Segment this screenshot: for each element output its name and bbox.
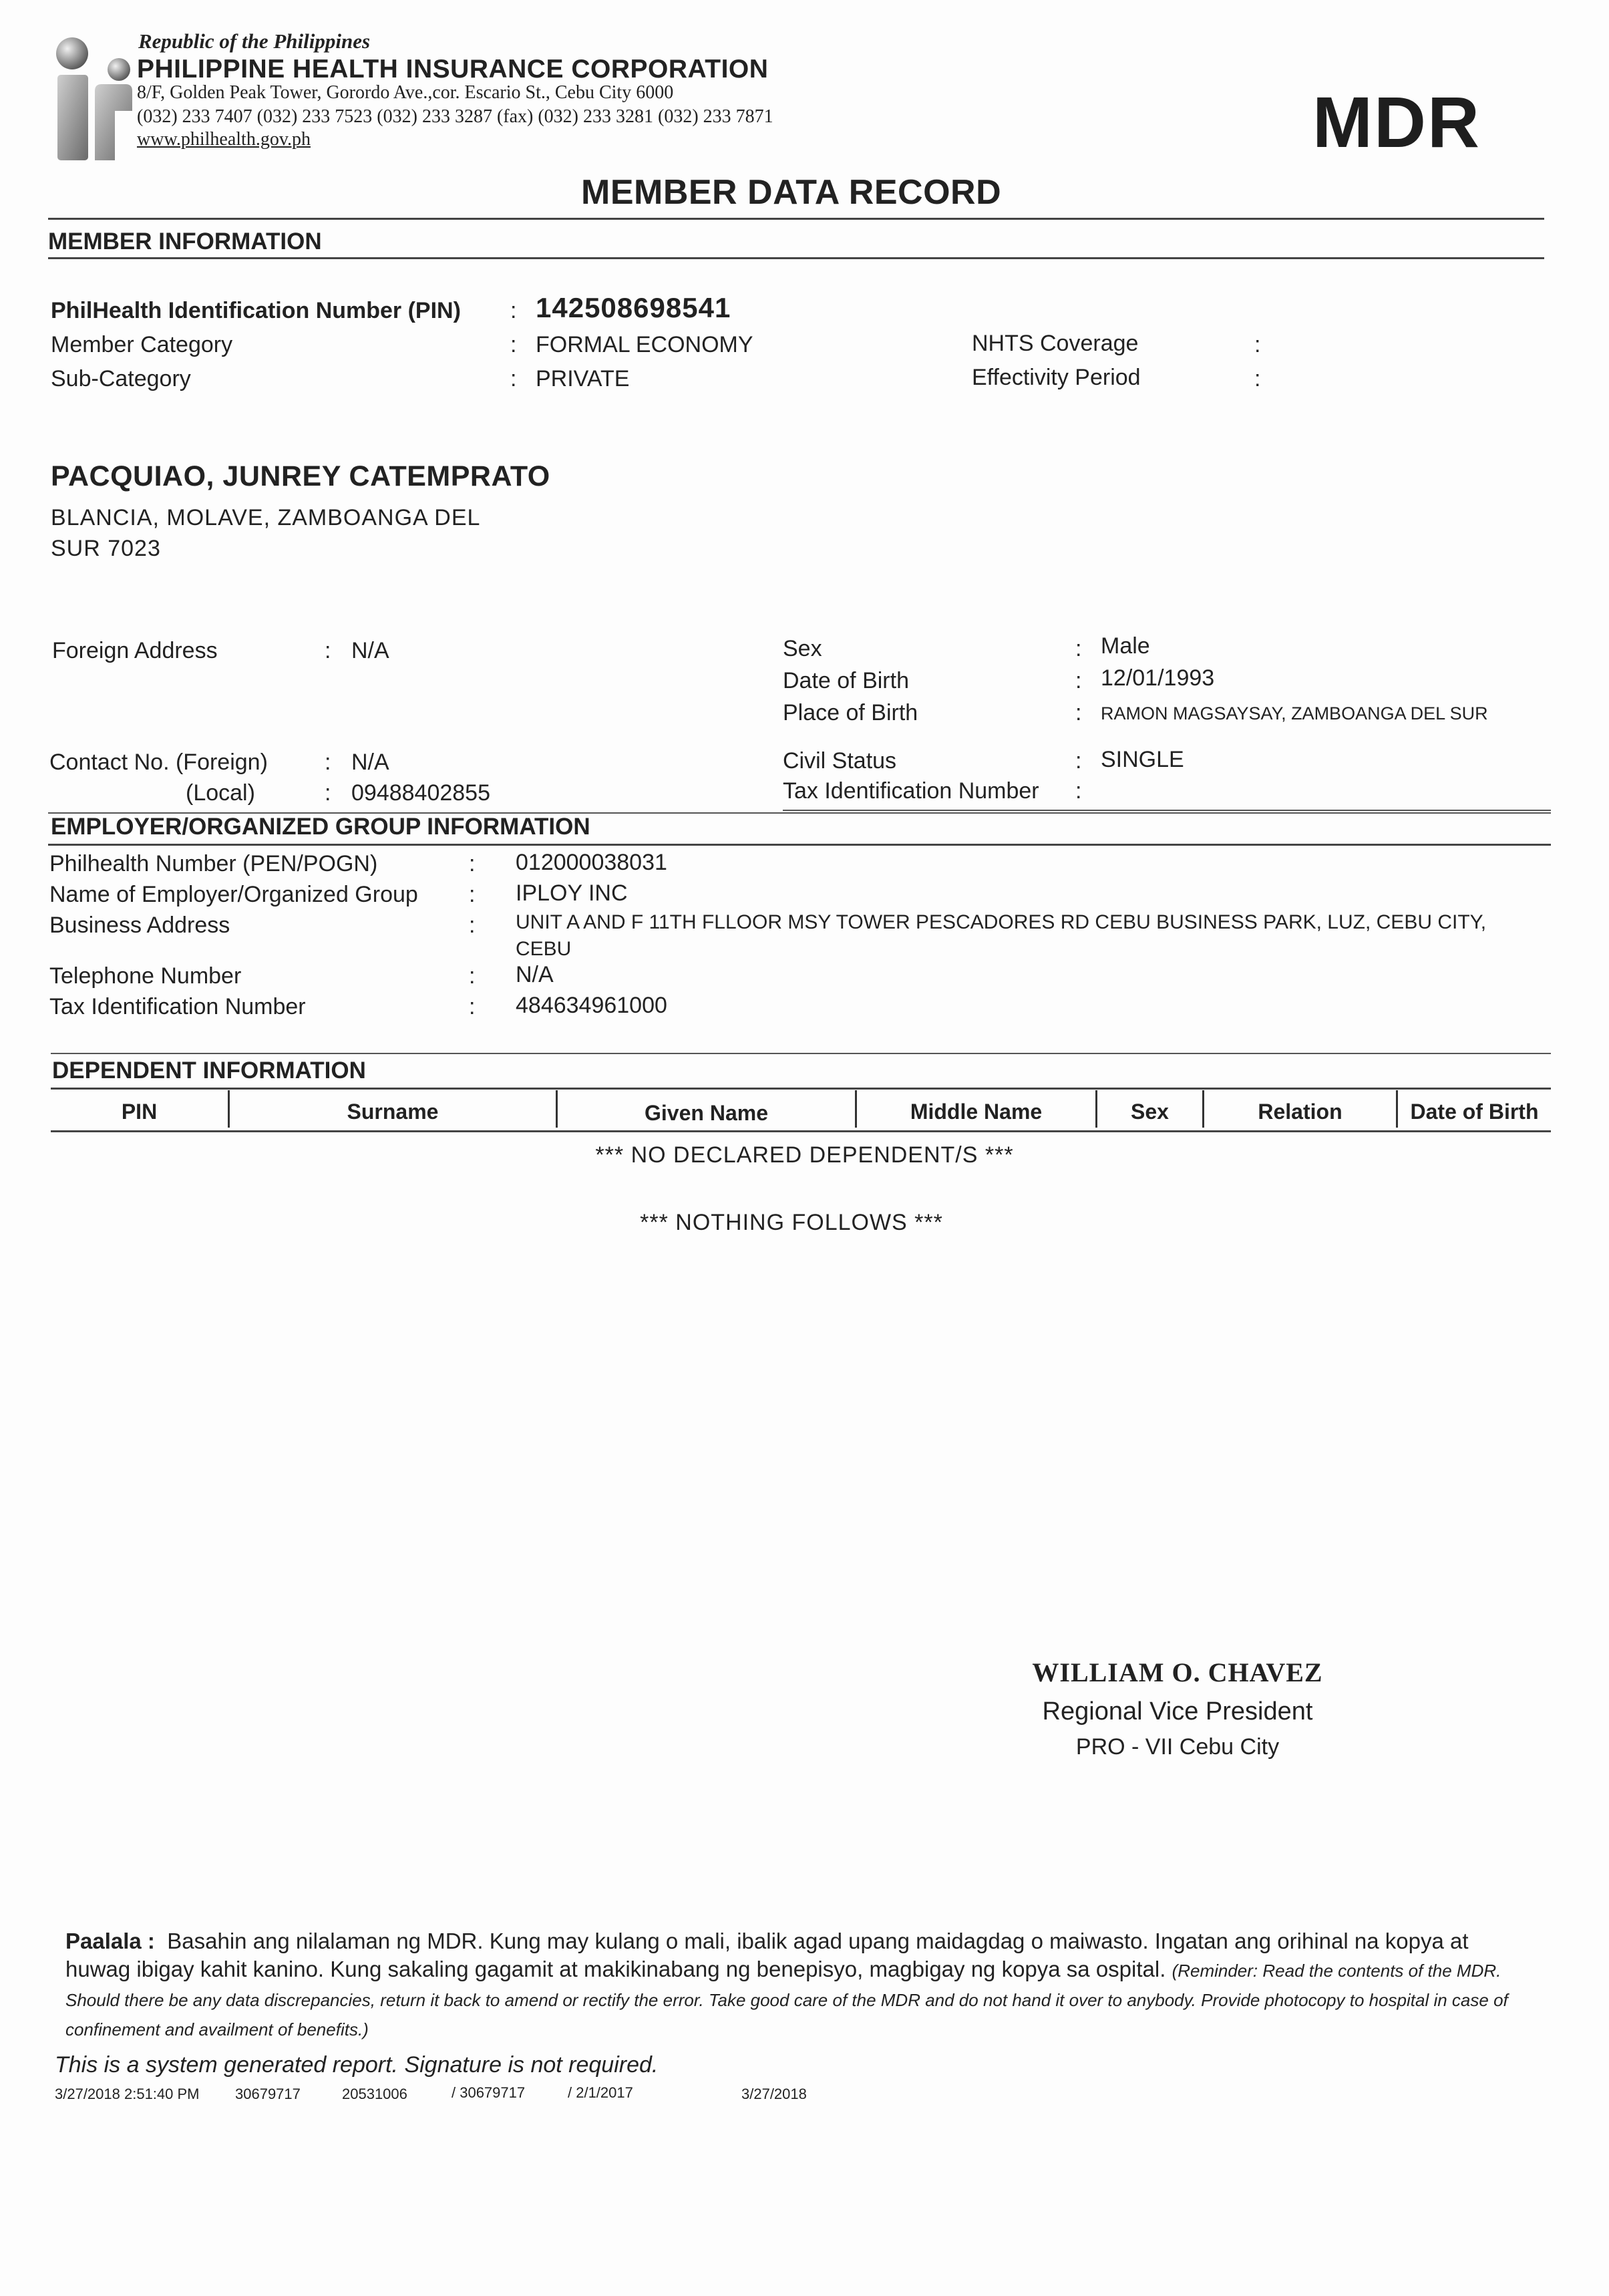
- member-address-line2: SUR 7023: [51, 536, 161, 561]
- meta-ref: / 30679717: [452, 2084, 526, 2101]
- signatory-title: Regional Vice President: [1042, 1697, 1313, 1726]
- office-address: 8/F, Golden Peak Tower, Gorordo Ave.,cor. Escario St., Cebu City 6000: [137, 82, 674, 103]
- contact-local-label: (Local): [186, 780, 255, 806]
- member-full-name: PACQUIAO, JUNREY CATEMPRATO: [51, 460, 550, 492]
- colon: :: [1075, 778, 1082, 804]
- meta-ref: 30679717: [235, 2086, 301, 2102]
- office-phones: (032) 233 7407 (032) 233 7523 (032) 233 3287 (fax) (032) 233 3281 (032) 233 7871: [137, 106, 773, 127]
- signatory-name: WILLIAM O. CHAVEZ: [1032, 1657, 1323, 1687]
- column-header: Date of Birth: [1410, 1100, 1539, 1124]
- nothing-follows-note: *** NOTHING FOLLOWS ***: [640, 1210, 943, 1235]
- column-header: Given Name: [645, 1101, 768, 1125]
- republic-line: Republic of the Philippines: [138, 29, 371, 53]
- signatory-office: PRO - VII Cebu City: [1075, 1734, 1280, 1760]
- divider: [48, 218, 1544, 220]
- contact-local-value: 09488402855: [351, 780, 491, 806]
- pob-label: Place of Birth: [783, 700, 918, 725]
- section-title-employer: EMPLOYER/ORGANIZED GROUP INFORMATION: [51, 814, 590, 840]
- employer-tin-label: Tax Identification Number: [49, 994, 306, 1019]
- business-address-line2: CEBU: [516, 938, 572, 960]
- employer-tin-value: 484634961000: [516, 993, 667, 1018]
- colon: :: [1075, 700, 1082, 725]
- member-address-line1: BLANCIA, MOLAVE, ZAMBOANGA DEL: [51, 505, 481, 530]
- website-link[interactable]: www.philhealth.gov.ph: [137, 129, 311, 150]
- colon: :: [1254, 332, 1261, 357]
- column-header: Sex: [1131, 1100, 1169, 1124]
- meta-ref: 20531006: [342, 2086, 407, 2102]
- divider: [48, 257, 1544, 259]
- colon: :: [325, 780, 331, 806]
- pin-value: 142508698541: [536, 292, 731, 323]
- civil-status-label: Civil Status: [783, 748, 897, 774]
- colon: :: [469, 913, 476, 938]
- mdr-badge: MDR: [1312, 81, 1481, 162]
- colon: :: [510, 332, 517, 357]
- section-title-member: MEMBER INFORMATION: [48, 228, 322, 255]
- section-title-dependent: DEPENDENT INFORMATION: [52, 1057, 366, 1084]
- colon: :: [1075, 748, 1082, 774]
- sub-category-value: PRIVATE: [536, 366, 630, 391]
- foreign-address-value: N/A: [351, 638, 389, 663]
- column-header: PIN: [121, 1100, 158, 1124]
- foreign-address-label: Foreign Address: [52, 638, 218, 663]
- no-dependents-note: *** NO DECLARED DEPENDENT/S ***: [595, 1142, 1014, 1168]
- reminder-text: (Reminder: Read the contents of the MDR. Should there be any data discrepancies, return it back to amend or rectify the error. Take good care of the MDR and do not hand it over to anybody. Provide photocopy to hospital in case of confinement and availment of benefits.): [65, 1961, 1508, 2039]
- divider: [48, 844, 1551, 846]
- divider: [51, 1130, 1551, 1132]
- effectivity-period-label: Effectivity Period: [972, 365, 1141, 390]
- colon: :: [325, 638, 331, 663]
- corporation-name: PHILIPPINE HEALTH INSURANCE CORPORATION: [137, 55, 769, 84]
- civil-status-value: SINGLE: [1101, 747, 1184, 772]
- telephone-value: N/A: [516, 962, 554, 987]
- dob-label: Date of Birth: [783, 668, 909, 693]
- column-header: Middle Name: [910, 1100, 1043, 1124]
- sub-category-label: Sub-Category: [51, 366, 191, 391]
- document-title: MEMBER DATA RECORD: [581, 173, 1002, 212]
- paalala-text: Basahin ang nilalaman ng MDR. Kung may kulang o mali, ibalik agad upang maidagdag o maiwasto. Ingatan ang orihinal na kopya at huwag ibigay kahit kanino. Kung sakaling gagamit at makikinabang ng benepisyo, magbigay ng kopya sa ospital.: [65, 1929, 1469, 1981]
- business-address-line1: UNIT A AND F 11TH FLLOOR MSY TOWER PESCADORES RD CEBU BUSINESS PARK, LUZ, CEBU CITY,: [516, 911, 1487, 933]
- member-category-value: FORMAL ECONOMY: [536, 332, 753, 357]
- divider: [783, 810, 1551, 811]
- paalala-label: Paalala :: [65, 1929, 155, 1953]
- dob-value: 12/01/1993: [1101, 665, 1215, 691]
- meta-datetime: 3/27/2018 2:51:40 PM: [55, 2086, 200, 2102]
- pin-label: PhilHealth Identification Number (PIN): [51, 298, 461, 323]
- meta-date: 3/27/2018: [741, 2086, 807, 2102]
- employer-name-label: Name of Employer/Organized Group: [49, 882, 418, 907]
- colon: :: [1254, 366, 1261, 391]
- divider: [51, 1088, 1551, 1090]
- column-header: Surname: [347, 1100, 439, 1124]
- telephone-label: Telephone Number: [49, 963, 242, 989]
- philhealth-logo: [53, 31, 137, 164]
- column-header: Relation: [1258, 1100, 1343, 1124]
- colon: :: [469, 851, 476, 876]
- sex-value: Male: [1101, 633, 1150, 659]
- colon: :: [469, 882, 476, 907]
- colon: :: [1075, 668, 1082, 693]
- member-category-label: Member Category: [51, 332, 233, 357]
- member-tin-label: Tax Identification Number: [783, 778, 1039, 804]
- colon: :: [510, 298, 517, 323]
- divider: [51, 1053, 1551, 1054]
- sex-label: Sex: [783, 636, 822, 661]
- colon: :: [510, 366, 517, 391]
- pob-value: RAMON MAGSAYSAY, ZAMBOANGA DEL SUR: [1101, 703, 1488, 723]
- colon: :: [325, 750, 331, 775]
- meta-date: / 2/1/2017: [568, 2084, 633, 2101]
- paalala-notice: [65, 1927, 1522, 2043]
- colon: :: [469, 994, 476, 1019]
- colon: :: [469, 963, 476, 989]
- nhts-coverage-label: NHTS Coverage: [972, 331, 1139, 356]
- contact-foreign-value: N/A: [351, 750, 389, 775]
- system-generated-note: This is a system generated report. Signature is not required.: [55, 2052, 659, 2078]
- business-address-label: Business Address: [49, 913, 230, 938]
- pen-value: 012000038031: [516, 850, 667, 875]
- pen-label: Philhealth Number (PEN/POGN): [49, 851, 378, 876]
- employer-name-value: IPLOY INC: [516, 880, 628, 906]
- contact-foreign-label: Contact No. (Foreign): [49, 750, 268, 775]
- colon: :: [1075, 636, 1082, 661]
